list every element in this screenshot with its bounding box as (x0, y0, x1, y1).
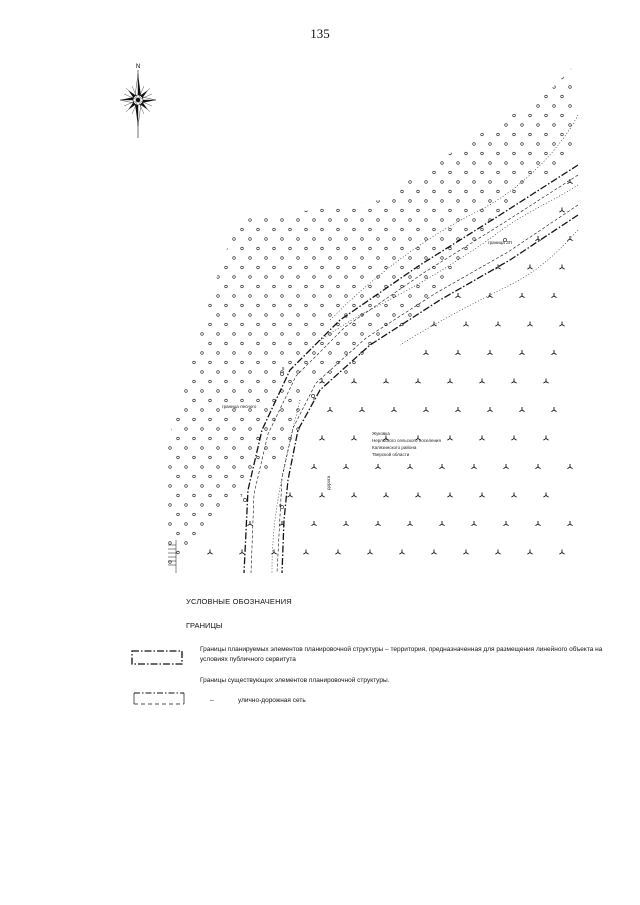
map-point-label: 5 (282, 366, 285, 371)
settlement-label-line: Калязинского района (372, 445, 417, 450)
legend-item-planned-text: Границы планируемых элементов планировочной структуры – территория, предназначенная для размещения линейного объекта на условиях публичного сервитута (200, 646, 603, 663)
settlement-label-line: Нерльского сельского поселения (372, 438, 441, 443)
legend-heading: УСЛОВНЫЕ ОБОЗНАЧЕНИЯ (186, 597, 292, 606)
legend-subheading: ГРАНИЦЫ (186, 621, 223, 630)
map-point-label: 8 (279, 503, 282, 508)
road-label: дорога (326, 475, 331, 490)
legend-item-dash: – (210, 697, 214, 704)
legend (186, 597, 606, 630)
legend-existing-boundary-symbol (132, 690, 188, 708)
page-number: 135 (310, 26, 330, 41)
legend-item-existing-text: Границы существующих элементов планировочной структуры. (200, 677, 390, 684)
map-point-label: 6 (313, 396, 316, 401)
compass-north-letter: N (135, 64, 141, 70)
legend-item-road-network: улично-дорожная сеть (238, 697, 306, 704)
settlement-label-line: Жуковка (372, 431, 390, 436)
map-point-label: 9 (345, 314, 348, 319)
settlement-label-line: Тверской области (372, 452, 410, 457)
map-point-label: 7 (240, 493, 243, 498)
legend-planned-boundary-symbol (130, 649, 186, 667)
map-small-label: граница ЗП (488, 240, 512, 245)
map-small-label: граница лесного (222, 404, 257, 409)
